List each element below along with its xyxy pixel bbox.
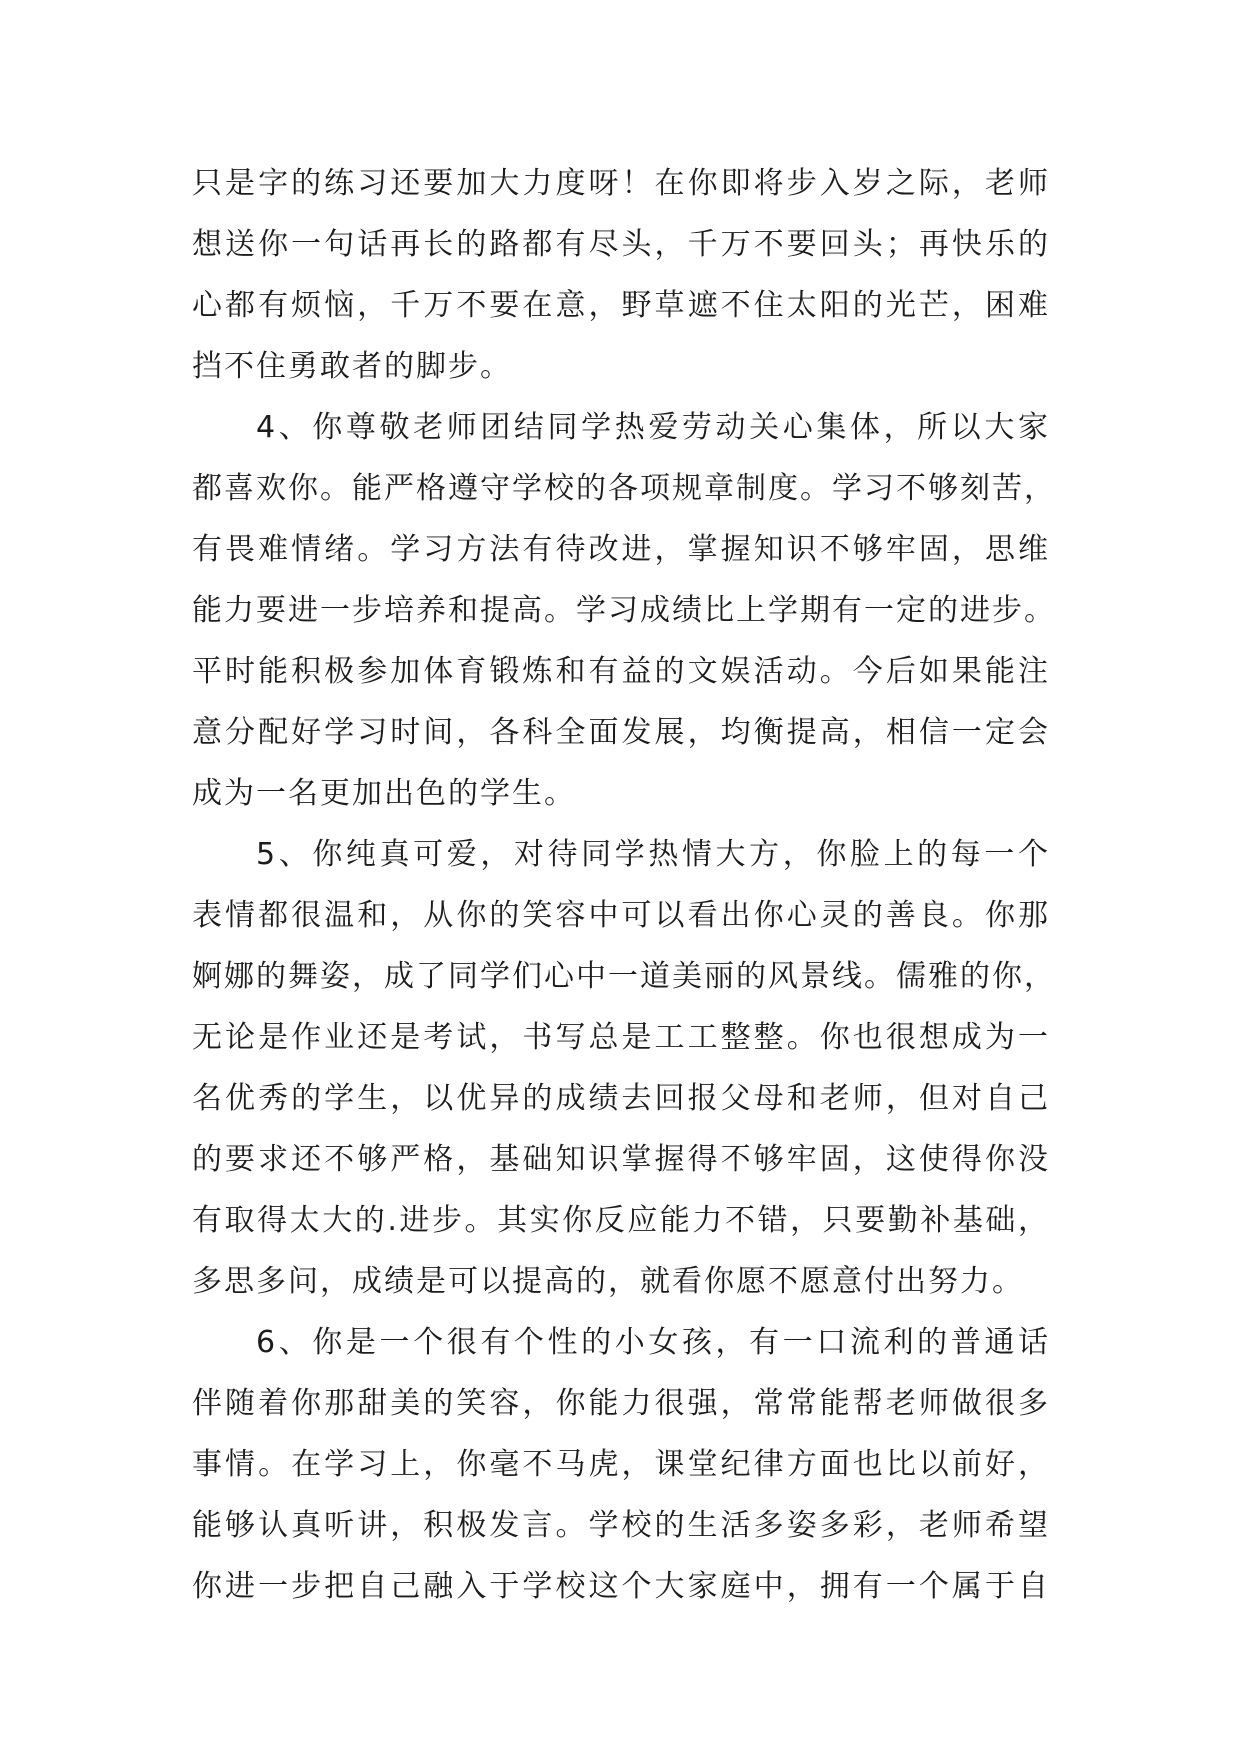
text-line: 5、你纯真可爱，对待同学热情大方，你脸上的每一个: [256, 837, 1050, 872]
text-line: 你进一步把自己融入于学校这个大家庭中，拥有一个属于自: [192, 1569, 1050, 1604]
text-line: 能力要进一步培养和提高。学习成绩比上学期有一定的进步。: [192, 593, 1056, 628]
document-body: [192, 153, 1056, 1617]
text-line: 平时能积极参加体育锻炼和有益的文娱活动。今后如果能注: [192, 654, 1050, 689]
text-line: 多思多问，成绩是可以提高的，就看你愿不愿意付出努力。: [192, 1264, 1024, 1299]
text-line: 的要求还不够严格，基础知识掌握得不够牢固，这使得你没: [192, 1142, 1050, 1177]
text-line: 成为一名更加出色的学生。: [192, 776, 576, 811]
paragraph-4: [192, 397, 1056, 824]
text-line: 6、你是一个很有个性的小女孩，有一口流利的普通话: [256, 1325, 1050, 1360]
text-line: 4、你尊敬老师团结同学热爱劳动关心集体，所以大家: [256, 410, 1050, 445]
text-line: 只是字的练习还要加大力度呀！在你即将步入岁之际，老师: [192, 166, 1050, 201]
text-line: 事情。在学习上，你毫不马虎，课堂纪律方面也比以前好，: [192, 1447, 1050, 1482]
text-line: 都喜欢你。能严格遵守学校的各项规章制度。学习不够刻苦，: [192, 471, 1056, 506]
text-line: 有畏难情绪。学习方法有待改进，掌握知识不够牢固，思维: [192, 532, 1050, 567]
paragraph-6: [192, 1312, 1050, 1617]
text-line: 心都有烦恼，千万不要在意，野草遮不住太阳的光芒，困难: [192, 288, 1050, 323]
text-line: 无论是作业还是考试，书写总是工工整整。你也很想成为一: [192, 1020, 1050, 1055]
text-line: 意分配好学习时间，各科全面发展，均衡提高，相信一定会: [192, 715, 1050, 750]
paragraph-continued: [192, 153, 1050, 397]
text-line: 想送你一句话再长的路都有尽头，千万不要回头；再快乐的: [192, 227, 1050, 262]
text-line: 婀娜的舞姿，成了同学们心中一道美丽的风景线。儒雅的你，: [192, 959, 1056, 994]
text-line: 名优秀的学生，以优异的成绩去回报父母和老师，但对自己: [192, 1081, 1050, 1116]
text-line: 能够认真听讲，积极发言。学校的生活多姿多彩，老师希望: [192, 1508, 1050, 1543]
text-line: 表情都很温和，从你的笑容中可以看出你心灵的善良。你那: [192, 898, 1050, 933]
paragraph-5: [192, 824, 1056, 1312]
text-line: 挡不住勇敢者的脚步。: [192, 349, 512, 384]
text-line: 伴随着你那甜美的笑容，你能力很强，常常能帮老师做很多: [192, 1386, 1050, 1421]
text-line: 有取得太大的.进步。其实你反应能力不错，只要勤补基础，: [192, 1203, 1050, 1238]
